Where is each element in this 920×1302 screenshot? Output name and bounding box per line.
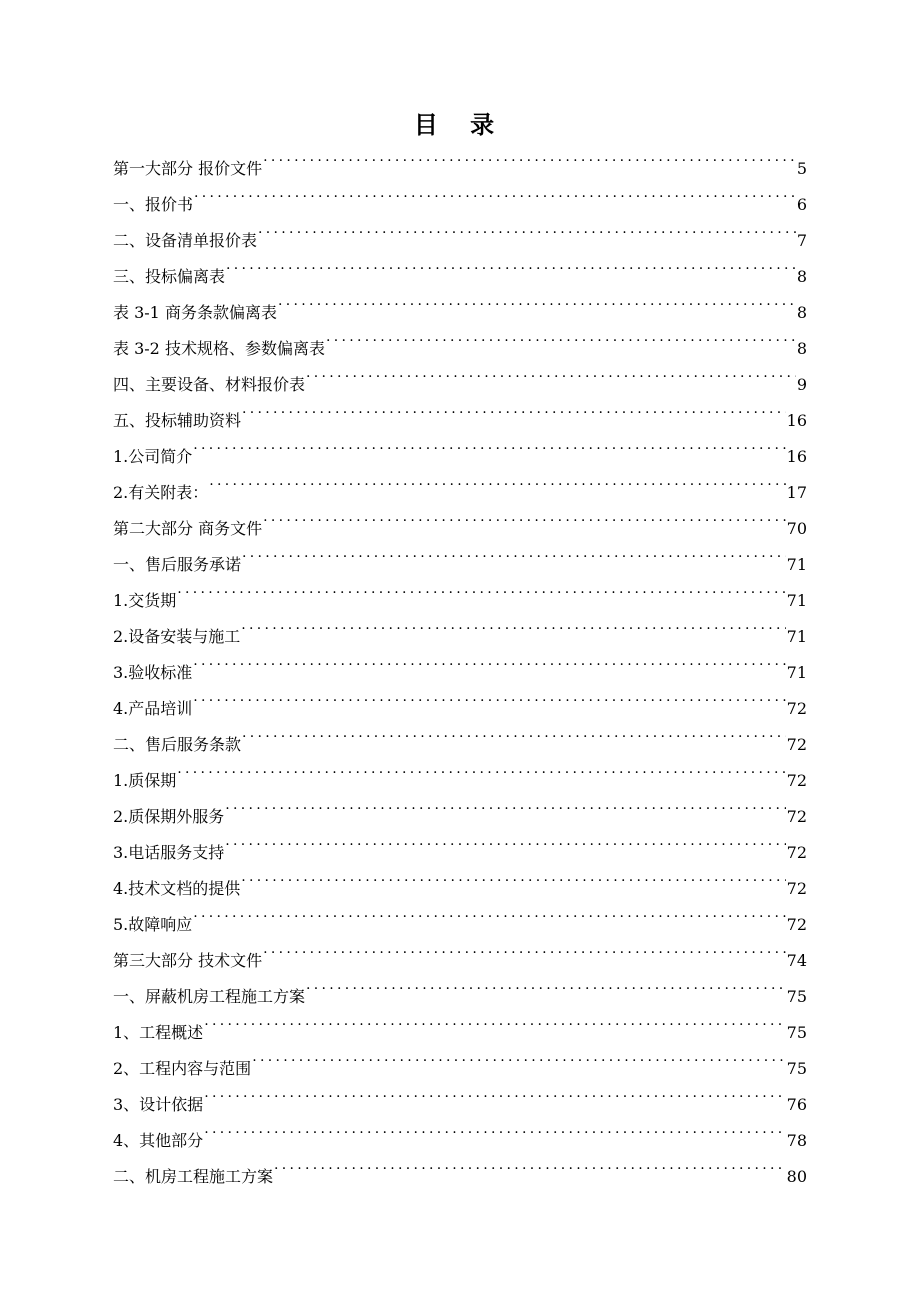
dot-leader xyxy=(242,534,786,570)
toc-entry-page-number: 72 xyxy=(786,771,807,790)
toc-entry-page-number: 8 xyxy=(796,267,807,286)
toc-entry-label: 3.验收标准 xyxy=(113,663,193,682)
toc-entry[interactable] xyxy=(113,1002,807,1042)
toc-entry-label: 2.有关附表： xyxy=(113,483,209,502)
toc-entry-label: 2、工程内容与范围 xyxy=(113,1059,252,1078)
toc-entry[interactable] xyxy=(113,1110,807,1150)
toc-entry-page-number: 72 xyxy=(786,735,807,754)
toc-entry-label: 第一大部分 报价文件 xyxy=(113,159,263,178)
toc-entry-page-number: 72 xyxy=(786,807,807,826)
toc-entry-label: 表 3-1 商务条款偏离表 xyxy=(113,303,277,322)
dot-leader xyxy=(258,210,796,246)
toc-entry-page-number: 7 xyxy=(796,231,807,250)
toc-entry[interactable] xyxy=(113,138,807,178)
toc-entry-page-number: 75 xyxy=(786,1059,807,1078)
dot-leader xyxy=(204,1110,785,1146)
toc-entry[interactable] xyxy=(113,894,807,934)
dot-leader xyxy=(225,822,785,858)
toc-entry-label: 2.设备安装与施工 xyxy=(113,627,241,646)
dot-leader xyxy=(204,1074,785,1110)
toc-entry[interactable] xyxy=(113,714,807,754)
toc-entry-page-number: 78 xyxy=(786,1131,807,1150)
toc-entry-page-number: 5 xyxy=(796,159,807,178)
toc-entry-label: 4.技术文档的提供 xyxy=(113,879,241,898)
toc-entry[interactable] xyxy=(113,462,807,502)
toc-entry[interactable] xyxy=(113,210,807,250)
dot-leader xyxy=(263,930,786,966)
toc-entry[interactable] xyxy=(113,174,807,214)
dot-leader xyxy=(177,750,785,786)
toc-entry-page-number: 75 xyxy=(786,987,807,1006)
toc-entry[interactable] xyxy=(113,750,807,790)
toc-entry[interactable] xyxy=(113,1074,807,1114)
toc-entry-page-number: 72 xyxy=(786,843,807,862)
dot-leader xyxy=(241,858,785,894)
dot-leader xyxy=(306,966,786,1002)
toc-entry-label: 表 3-2 技术规格、参数偏离表 xyxy=(113,339,325,358)
toc-entry-label: 4.产品培训 xyxy=(113,699,193,718)
dot-leader xyxy=(242,714,786,750)
toc-entry-page-number: 72 xyxy=(786,699,807,718)
toc-entry[interactable] xyxy=(113,606,807,646)
toc-entry[interactable] xyxy=(113,426,807,466)
toc-entry-page-number: 71 xyxy=(786,663,807,682)
dot-leader xyxy=(263,498,786,534)
toc-entry[interactable] xyxy=(113,678,807,718)
toc-entry-page-number: 16 xyxy=(786,411,807,430)
toc-entry-label: 一、屏蔽机房工程施工方案 xyxy=(113,987,306,1006)
toc-entry-page-number: 74 xyxy=(786,951,807,970)
toc-entry[interactable] xyxy=(113,498,807,538)
toc-entry-page-number: 17 xyxy=(786,483,807,502)
toc-entry-label: 5.故障响应 xyxy=(113,915,193,934)
toc-entry-label: 4、其他部分 xyxy=(113,1131,204,1150)
dot-leader xyxy=(193,426,785,462)
toc-entry-page-number: 80 xyxy=(786,1167,807,1186)
toc-entry[interactable] xyxy=(113,1146,807,1186)
dot-leader xyxy=(177,570,785,606)
toc-entry-label: 1.交货期 xyxy=(113,591,177,610)
toc-list xyxy=(113,138,807,1186)
dot-leader xyxy=(225,786,785,822)
toc-entry-page-number: 70 xyxy=(786,519,807,538)
toc-entry-label: 3.电话服务支持 xyxy=(113,843,225,862)
toc-entry-label: 1.质保期 xyxy=(113,771,177,790)
toc-entry-label: 五、投标辅助资料 xyxy=(113,411,242,430)
toc-entry-label: 四、主要设备、材料报价表 xyxy=(113,375,306,394)
toc-entry-label: 一、售后服务承诺 xyxy=(113,555,242,574)
dot-leader xyxy=(194,174,796,210)
toc-entry-page-number: 76 xyxy=(786,1095,807,1114)
toc-entry-page-number: 71 xyxy=(786,555,807,574)
toc-entry-page-number: 71 xyxy=(786,627,807,646)
toc-entry-page-number: 71 xyxy=(786,591,807,610)
toc-entry[interactable] xyxy=(113,642,807,682)
toc-entry-label: 二、售后服务条款 xyxy=(113,735,242,754)
toc-entry-label: 二、设备清单报价表 xyxy=(113,231,258,250)
dot-leader xyxy=(193,894,785,930)
toc-entry[interactable] xyxy=(113,930,807,970)
toc-entry-page-number: 6 xyxy=(796,195,807,214)
dot-leader xyxy=(263,138,796,174)
toc-entry-label: 一、报价书 xyxy=(113,195,194,214)
toc-entry-label: 2.质保期外服务 xyxy=(113,807,225,826)
toc-entry-page-number: 8 xyxy=(796,303,807,322)
toc-entry-page-number: 9 xyxy=(796,375,807,394)
toc-entry-label: 二、机房工程施工方案 xyxy=(113,1167,274,1186)
toc-entry[interactable] xyxy=(113,1038,807,1078)
toc-entry-label: 1.公司简介 xyxy=(113,447,193,466)
dot-leader xyxy=(226,246,796,282)
toc-entry-page-number: 72 xyxy=(786,879,807,898)
toc-entry-label: 第三大部分 技术文件 xyxy=(113,951,263,970)
dot-leader xyxy=(306,354,796,390)
toc-entry-page-number: 8 xyxy=(796,339,807,358)
toc-entry[interactable] xyxy=(113,786,807,826)
toc-entry-label: 三、投标偏离表 xyxy=(113,267,226,286)
dot-leader xyxy=(278,282,796,318)
toc-entry-page-number: 72 xyxy=(786,915,807,934)
toc-entry-label: 第二大部分 商务文件 xyxy=(113,519,263,538)
dot-leader xyxy=(193,642,785,678)
dot-leader xyxy=(204,1002,785,1038)
dot-leader xyxy=(242,390,786,426)
toc-entry-page-number: 75 xyxy=(786,1023,807,1042)
dot-leader xyxy=(274,1146,786,1182)
toc-title: 目 录 xyxy=(413,111,507,139)
toc-entry-label: 3、设计依据 xyxy=(113,1095,204,1114)
toc-entry-label: 1、工程概述 xyxy=(113,1023,204,1042)
dot-leader xyxy=(209,462,785,498)
dot-leader xyxy=(193,678,785,714)
toc-entry[interactable] xyxy=(113,570,807,610)
dot-leader xyxy=(241,606,785,642)
dot-leader xyxy=(326,318,796,354)
dot-leader xyxy=(252,1038,785,1074)
toc-entry-page-number: 16 xyxy=(786,447,807,466)
